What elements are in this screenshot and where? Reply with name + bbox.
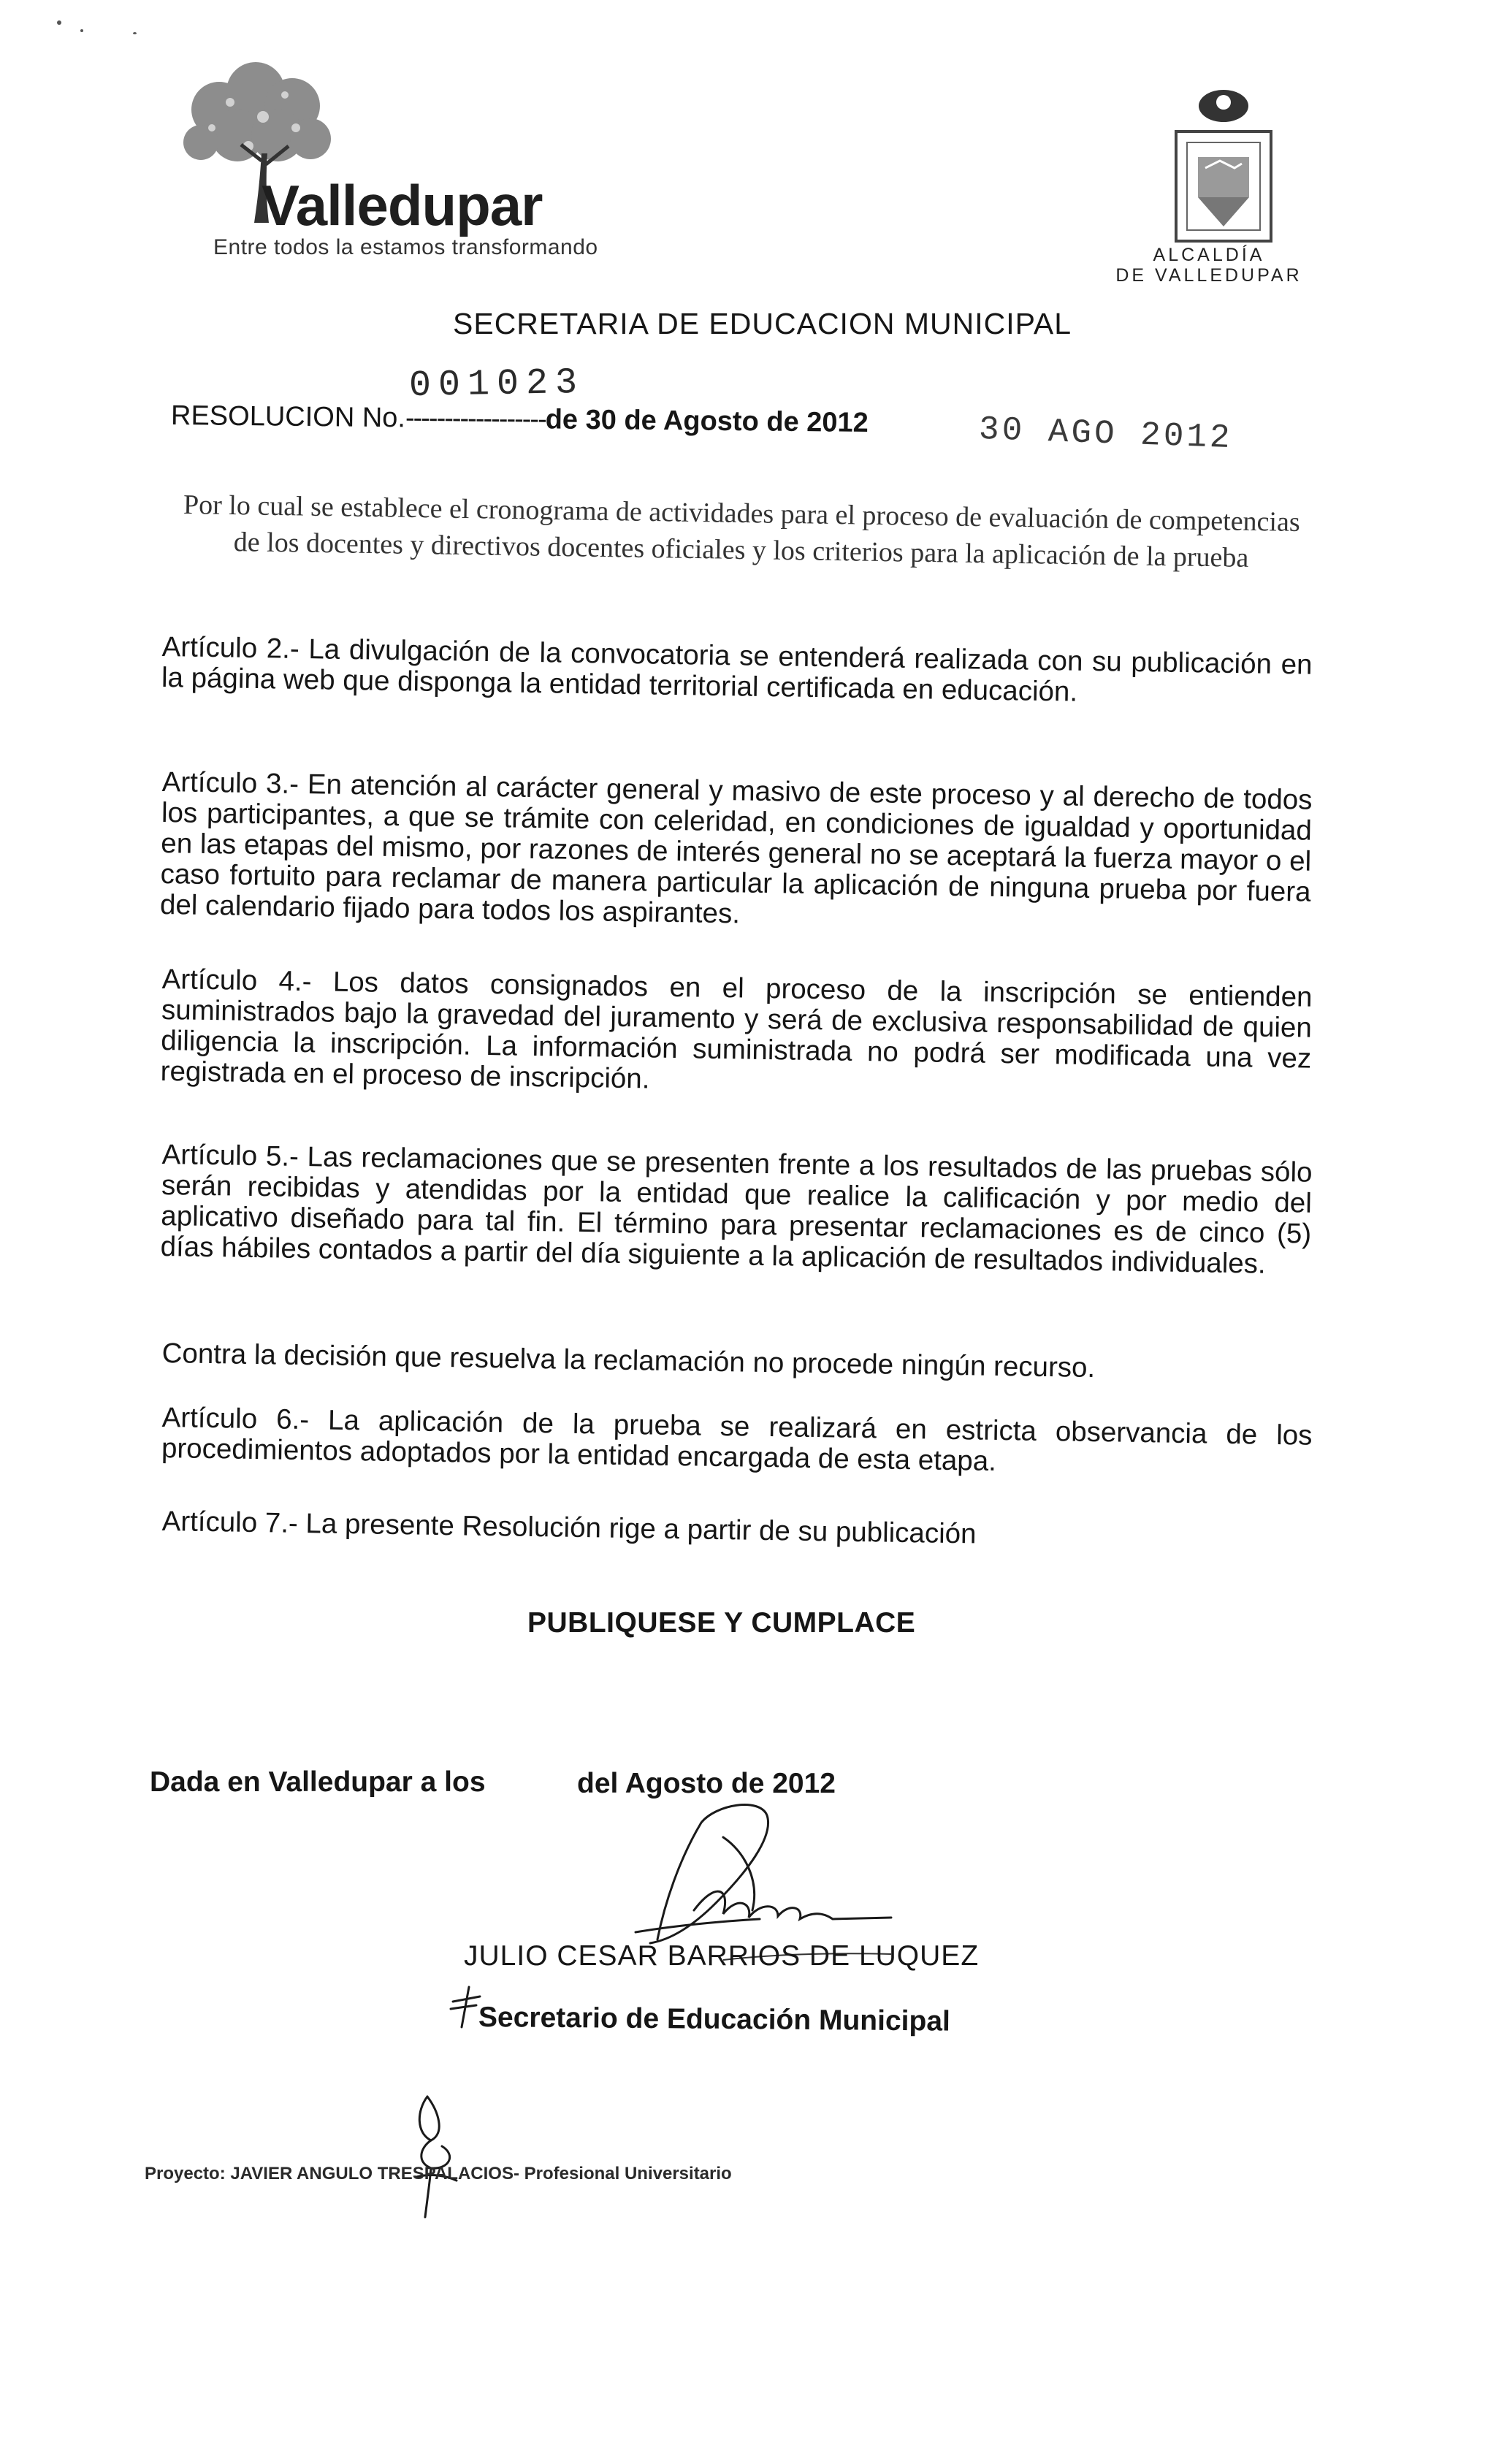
article-5 xyxy=(160,1140,1312,1281)
article-label: Artículo 4 xyxy=(161,964,295,997)
scan-speck xyxy=(133,32,137,34)
scan-speck xyxy=(57,20,61,25)
resolution-label: RESOLUCION No. xyxy=(170,400,406,434)
article-text: .- Las reclamaciones que se presenten frente a los resultados de las pruebas sólo serán recibidas y atendidas por la entidad que realice la calificación y por medio del aplicativo diseñado para tal fin. El término para presentar reclamaciones es de cinco (5) días hábiles contados a partir del día siguiente a la aplicación de resultados individuales. xyxy=(160,1140,1313,1280)
signer-title: Secretario de Educación Municipal xyxy=(478,2002,951,2037)
article-label: Artículo 5 xyxy=(161,1139,282,1172)
dada-en-label: Dada en Valledupar a los xyxy=(150,1766,486,1798)
article-2 xyxy=(161,632,1313,712)
resolution-dashes: ------------------ xyxy=(405,403,546,435)
article-label: Artículo 7 xyxy=(161,1506,281,1539)
coat-of-arms-icon xyxy=(1161,88,1286,256)
alcaldia-line-2: DE VALLEDUPAR xyxy=(1115,265,1302,286)
handwritten-initials xyxy=(387,2089,482,2221)
publiquese-heading: PUBLIQUESE Y CUMPLACE xyxy=(527,1607,916,1639)
article-text: .- La aplicación de la prueba se realizará en estricta observancia de los procedimientos adoptados por la entidad encargada de esta etapa. xyxy=(161,1403,1313,1477)
article-label: Artículo 3 xyxy=(161,766,282,800)
article-text: .- Los datos consignados en el proceso de la inscripción se entienden suministrados bajo la gravedad del juramento y será de exclusiva responsabilidad de quien diligencia la inscripción. La información suministrada no podrá ser modificada una vez registrada en el proceso de inscripción. xyxy=(160,965,1313,1095)
article-7 xyxy=(161,1506,1312,1555)
dada-date: del Agosto de 2012 xyxy=(577,1768,836,1799)
resolution-line xyxy=(171,400,869,439)
logo-tagline: Entre todos la estamos transformando xyxy=(213,235,598,259)
article-4 xyxy=(160,964,1312,1105)
resolution-summary: Por lo cual se establece el cronograma de actividades para el proceso de evaluación de competencias de los docentes y directivos docentes oficiales y los criterios para la aplicación de la prueba xyxy=(183,489,1301,573)
article-text: .- La divulgación de la convocatoria se entenderá realizada con su publicación en la página web que disponga la entidad territorial certificada en educación. xyxy=(161,633,1313,708)
logo-wordmark: Valledupar xyxy=(262,173,543,237)
stamped-resolution-number: 001023 xyxy=(408,362,585,408)
proyecto-credit: Proyecto: JAVIER ANGULO TRESPALACIOS- Profesional Universitario xyxy=(145,2164,732,2183)
article-label: Artículo 2 xyxy=(161,631,283,665)
contra-paragraph: Contra la decisión que resuelva la reclamación no procede ningún recurso. xyxy=(161,1338,1096,1384)
article-text: .- En atención al carácter general y masivo de este proceso y al derecho de todos los participantes, a que se trámite con celeridad, en condiciones de igualdad y oportunidad en las etapas del mismo, por razones de interés general no se aceptará la fuerza mayor o el caso fortuito para reclamar de manera particular la aplicación de ninguna prueba por fuera del calendario fijado para todos los aspirantes. xyxy=(159,768,1313,930)
stamp-date: 30 AGO 2012 xyxy=(978,410,1234,458)
article-text: .- La presente Resolución rige a partir de su publicación xyxy=(280,1507,977,1550)
resolution-date: de 30 de Agosto de 2012 xyxy=(545,404,869,438)
article-label: Artículo 6 xyxy=(161,1402,292,1435)
article-6 xyxy=(161,1403,1313,1482)
article-3 xyxy=(160,767,1313,939)
alcaldia-line-1: ALCALDÍA xyxy=(1153,245,1265,265)
alcaldia-label xyxy=(1088,245,1329,286)
signer-name: JULIO CESAR BARRIOS DE LUQUEZ xyxy=(464,1940,980,1972)
secretaria-heading: SECRETARIA DE EDUCACION MUNICIPAL xyxy=(453,307,1072,340)
scan-speck xyxy=(80,29,83,32)
